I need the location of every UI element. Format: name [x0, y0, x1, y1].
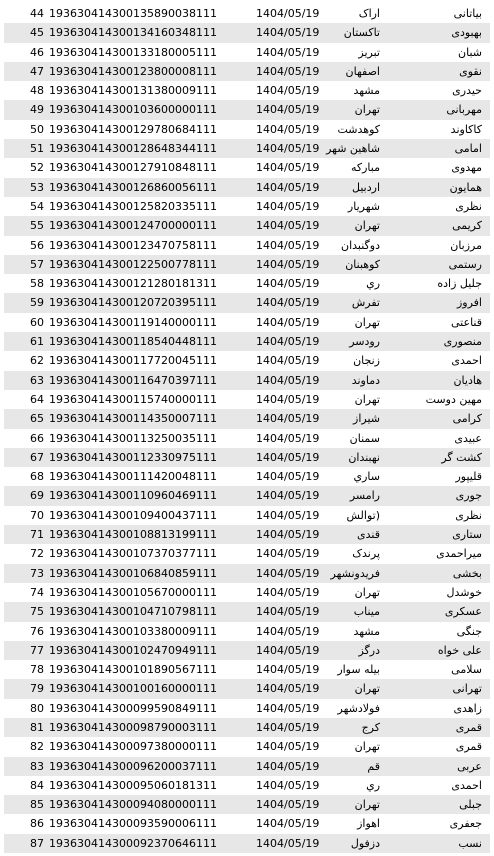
date: 1404/05/19	[256, 219, 320, 233]
tracking-code: 193630414300126860056111	[49, 180, 217, 194]
table-row	[4, 795, 490, 814]
date: 1404/05/19	[256, 142, 320, 156]
table-row	[4, 467, 490, 486]
city: درگز	[358, 643, 380, 657]
tracking-code: 193630414300110960469111	[49, 489, 217, 503]
date: 1404/05/19	[256, 663, 320, 677]
city: سمنان	[349, 431, 380, 445]
row-number: 63	[30, 373, 44, 387]
row-number: 51	[30, 142, 44, 156]
tracking-code: 193630414300128648344111	[49, 142, 217, 156]
date: 1404/05/19	[256, 354, 320, 368]
date: 1404/05/19	[256, 489, 320, 503]
row-number: 85	[30, 798, 44, 812]
city: مشهد	[353, 624, 380, 638]
date: 1404/05/19	[256, 701, 320, 715]
city: اصفهان	[345, 64, 380, 78]
row-number: 84	[30, 778, 44, 792]
city: رامسر	[349, 489, 380, 503]
row-number: 49	[30, 103, 44, 117]
last-name: علی خواه	[437, 643, 482, 657]
row-number: 82	[30, 740, 44, 754]
row-number: 58	[30, 277, 44, 291]
table-row	[4, 834, 490, 853]
table-row	[4, 429, 490, 448]
table-row	[4, 448, 490, 467]
tracking-code: 193630414300109400437111	[49, 508, 217, 522]
date: 1404/05/19	[256, 798, 320, 812]
last-name: بیاتانی	[453, 7, 482, 20]
date: 1404/05/19	[256, 817, 320, 831]
row-number: 76	[30, 624, 44, 638]
row-number: 86	[30, 817, 44, 831]
last-name: نظری	[455, 199, 482, 213]
row-number: 78	[30, 663, 44, 677]
last-name: عبیدی	[454, 431, 482, 445]
tracking-code: 193630414300119140000111	[49, 315, 217, 329]
tracking-code: 193630414300108813199111	[49, 528, 217, 542]
table-row	[4, 506, 490, 525]
row-number: 75	[30, 605, 44, 619]
table-row	[4, 178, 490, 197]
city: تبریز	[358, 45, 380, 59]
last-name: قمری	[455, 740, 482, 754]
row-number: 87	[30, 836, 44, 850]
city: مشهد	[353, 84, 380, 98]
table-row	[4, 255, 490, 274]
date: 1404/05/19	[256, 392, 320, 406]
tracking-code: 193630414300092370646111	[49, 836, 217, 850]
city: تهران	[354, 585, 380, 599]
last-name: جعفری	[449, 817, 482, 831]
last-name: خوشدل	[446, 585, 482, 599]
last-name: جبلی	[459, 798, 482, 812]
row-number: 61	[30, 335, 44, 349]
last-name: همایون	[449, 180, 482, 194]
tracking-code: 193630414300093590006111	[49, 817, 217, 831]
last-name: عسکری	[444, 605, 482, 619]
tracking-code: 193630414300123470758111	[49, 238, 217, 252]
tracking-code: 193630414300104710798111	[49, 605, 217, 619]
date: 1404/05/19	[256, 335, 320, 349]
city: بیله سوار	[337, 663, 380, 677]
date: 1404/05/19	[256, 778, 320, 792]
city: شاهین شهر	[326, 142, 380, 156]
table-row	[4, 718, 490, 737]
row-number: 66	[30, 431, 44, 445]
table-row	[4, 120, 490, 139]
date: 1404/05/19	[256, 103, 320, 117]
date: 1404/05/19	[256, 412, 320, 426]
table-row	[4, 814, 490, 833]
city: دوگنبدان	[341, 238, 380, 252]
date: 1404/05/19	[256, 296, 320, 310]
row-number: 59	[30, 296, 44, 310]
last-name: امامی	[454, 142, 482, 156]
table-row	[4, 699, 490, 718]
city: تهران	[354, 682, 380, 696]
tracking-code: 193630414300099590849111	[49, 701, 217, 715]
city: تهران	[354, 740, 380, 754]
tracking-code: 193630414300135890038111	[49, 7, 217, 20]
row-number: 68	[30, 470, 44, 484]
date: 1404/05/19	[256, 720, 320, 734]
row-number: 73	[30, 566, 44, 580]
row-number: 62	[30, 354, 44, 368]
last-name: نقوی	[459, 64, 482, 78]
table-row	[4, 4, 490, 23]
city: (توالش	[346, 508, 380, 522]
row-number: 79	[30, 682, 44, 696]
city: کوهبنان	[345, 257, 380, 271]
date: 1404/05/19	[256, 836, 320, 850]
tracking-code: 193630414300112330975111	[49, 450, 217, 464]
row-number: 52	[30, 161, 44, 175]
last-name: هادیان	[453, 373, 482, 387]
date: 1404/05/19	[256, 199, 320, 213]
city: فولادشهر	[337, 701, 380, 715]
row-number: 72	[30, 547, 44, 561]
tracking-code: 193630414300131380009111	[49, 84, 217, 98]
row-number: 83	[30, 759, 44, 773]
tracking-code: 193630414300124700000111	[49, 219, 217, 233]
row-number: 45	[30, 26, 44, 40]
row-number: 77	[30, 643, 44, 657]
last-name: کشت گر	[441, 450, 482, 464]
table-row	[4, 43, 490, 62]
last-name: شبان	[458, 45, 482, 59]
date: 1404/05/19	[256, 64, 320, 78]
last-name: احمدی	[451, 778, 482, 792]
date: 1404/05/19	[256, 315, 320, 329]
tracking-code: 193630414300117720045111	[49, 354, 217, 368]
row-number: 64	[30, 392, 44, 406]
date: 1404/05/19	[256, 740, 320, 754]
table-row	[4, 641, 490, 660]
city: فریدونشهر	[330, 566, 380, 580]
tracking-code: 193630414300129780684111	[49, 122, 217, 136]
city: پرندک	[352, 547, 380, 561]
last-name: جوری	[455, 489, 482, 503]
last-name: نظری	[455, 508, 482, 522]
last-name: نسب	[458, 836, 482, 850]
row-number: 54	[30, 199, 44, 213]
city: ساري	[353, 470, 380, 484]
tracking-code: 193630414300102470949111	[49, 643, 217, 657]
last-name: رستمی	[448, 257, 482, 271]
row-number: 70	[30, 508, 44, 522]
date: 1404/05/19	[256, 431, 320, 445]
table-row	[4, 81, 490, 100]
row-number: 46	[30, 45, 44, 59]
table-row	[4, 390, 490, 409]
last-name: مرزبان	[450, 238, 482, 252]
tracking-code: 193630414300127910848111	[49, 161, 217, 175]
date: 1404/05/19	[256, 624, 320, 638]
table-row	[4, 409, 490, 428]
date: 1404/05/19	[256, 238, 320, 252]
date: 1404/05/19	[256, 84, 320, 98]
city: تهران	[354, 392, 380, 406]
date: 1404/05/19	[256, 528, 320, 542]
table-row	[4, 525, 490, 544]
city: ري	[366, 277, 380, 291]
last-name: عربی	[457, 759, 482, 773]
row-number: 67	[30, 450, 44, 464]
last-name: کریمی	[452, 219, 482, 233]
table-row	[4, 274, 490, 293]
last-name: میراحمدی	[436, 547, 482, 561]
row-number: 48	[30, 84, 44, 98]
table-row	[4, 757, 490, 776]
last-name: جلیل زاده	[437, 277, 482, 291]
tracking-code: 193630414300121280181311	[49, 277, 217, 291]
tracking-code: 193630414300116470397111	[49, 373, 217, 387]
table-row	[4, 776, 490, 795]
date: 1404/05/19	[256, 7, 320, 20]
tracking-code: 193630414300103380009111	[49, 624, 217, 638]
city: اردبیل	[352, 180, 380, 194]
row-number: 74	[30, 585, 44, 599]
table-row	[4, 660, 490, 679]
date: 1404/05/19	[256, 122, 320, 136]
tracking-code: 193630414300101890567111	[49, 663, 217, 677]
date: 1404/05/19	[256, 257, 320, 271]
table-row	[4, 197, 490, 216]
tracking-code: 193630414300118540448111	[49, 335, 217, 349]
city: رودسر	[349, 335, 380, 349]
city: قندی	[357, 528, 380, 542]
date: 1404/05/19	[256, 759, 320, 773]
last-name: سلامی	[451, 663, 482, 677]
last-name: قمری	[455, 720, 482, 734]
tracking-code: 193630414300105670000111	[49, 585, 217, 599]
tracking-code: 193630414300111420048111	[49, 470, 217, 484]
tracking-code: 193630414300095060181311	[49, 778, 217, 792]
table-row	[4, 100, 490, 119]
city: دزفول	[350, 836, 380, 850]
row-number: 55	[30, 219, 44, 233]
date: 1404/05/19	[256, 45, 320, 59]
last-name: کرامی	[452, 412, 482, 426]
tracking-code: 193630414300094080000111	[49, 798, 217, 812]
table-row	[4, 139, 490, 158]
table-row	[4, 313, 490, 332]
tracking-code: 193630414300096200037111	[49, 759, 217, 773]
city: دماوند	[351, 373, 380, 387]
date: 1404/05/19	[256, 277, 320, 291]
last-name: منصوری	[443, 335, 482, 349]
tracking-code: 193630414300115740000111	[49, 392, 217, 406]
date: 1404/05/19	[256, 566, 320, 580]
last-name: تهرانی	[452, 682, 482, 696]
row-number: 71	[30, 528, 44, 542]
row-number: 53	[30, 180, 44, 194]
city: میناب	[353, 605, 380, 619]
row-number: 65	[30, 412, 44, 426]
city: تفرش	[351, 296, 380, 310]
table-row	[4, 486, 490, 505]
date: 1404/05/19	[256, 682, 320, 696]
row-number: 69	[30, 489, 44, 503]
last-name: جنگی	[456, 624, 482, 638]
row-number: 60	[30, 315, 44, 329]
last-name: قلیپور	[455, 470, 482, 484]
row-number: 56	[30, 238, 44, 252]
table-row	[4, 679, 490, 698]
date: 1404/05/19	[256, 547, 320, 561]
row-number: 47	[30, 64, 44, 78]
date: 1404/05/19	[256, 180, 320, 194]
tracking-code: 193630414300125820335111	[49, 199, 217, 213]
date: 1404/05/19	[256, 585, 320, 599]
table-row	[4, 293, 490, 312]
city: کرج	[361, 720, 380, 734]
last-name: افروز	[456, 296, 482, 310]
table-row	[4, 371, 490, 390]
date: 1404/05/19	[256, 508, 320, 522]
last-name: مهدوی	[451, 161, 482, 175]
tracking-code: 193630414300103600000111	[49, 103, 217, 117]
last-name: مهین دوست	[425, 392, 482, 406]
tracking-code: 193630414300106840859111	[49, 566, 217, 580]
table-row	[4, 564, 490, 583]
table-row	[4, 602, 490, 621]
last-name: کاکاوند	[450, 122, 482, 136]
tracking-code: 193630414300122500778111	[49, 257, 217, 271]
city: اراک	[358, 7, 380, 20]
last-name: زاهدی	[453, 701, 482, 715]
city: مبارکه	[350, 161, 380, 175]
city: کوهدشت	[337, 122, 380, 136]
date: 1404/05/19	[256, 26, 320, 40]
city: تهران	[354, 798, 380, 812]
row-number: 50	[30, 122, 44, 136]
table-row	[4, 351, 490, 370]
last-name: بهبودی	[451, 26, 482, 40]
city: قم	[367, 759, 380, 773]
last-name: بخشی	[452, 566, 482, 580]
table-row	[4, 583, 490, 602]
city: تهران	[354, 103, 380, 117]
tracking-code: 193630414300114350007111	[49, 412, 217, 426]
city: تهران	[354, 219, 380, 233]
row-number: 80	[30, 701, 44, 715]
tracking-code: 193630414300100160000111	[49, 682, 217, 696]
table-row	[4, 23, 490, 42]
table-row	[4, 216, 490, 235]
date: 1404/05/19	[256, 643, 320, 657]
row-number: 57	[30, 257, 44, 271]
date: 1404/05/19	[256, 161, 320, 175]
table-row	[4, 544, 490, 563]
records-table	[4, 4, 490, 853]
date: 1404/05/19	[256, 373, 320, 387]
last-name: قناعتی	[451, 315, 482, 329]
city: تهران	[354, 315, 380, 329]
tracking-code: 193630414300097380000111	[49, 740, 217, 754]
city: ري	[366, 778, 380, 792]
table-row	[4, 737, 490, 756]
tracking-code: 193630414300113250035111	[49, 431, 217, 445]
tracking-code: 193630414300107370377111	[49, 547, 217, 561]
row-number: 81	[30, 720, 44, 734]
last-name: مهربانی	[446, 103, 482, 117]
date: 1404/05/19	[256, 450, 320, 464]
table-row	[4, 622, 490, 641]
last-name: حیدری	[452, 84, 482, 98]
tracking-code: 193630414300133180005111	[49, 45, 217, 59]
city: نهبندان	[348, 450, 380, 464]
tracking-code: 193630414300134160348111	[49, 26, 217, 40]
tracking-code: 193630414300123800008111	[49, 64, 217, 78]
city: شیراز	[353, 412, 380, 426]
table-row	[4, 62, 490, 81]
table-row	[4, 158, 490, 177]
last-name: ستاری	[452, 528, 482, 542]
tracking-code: 193630414300120720395111	[49, 296, 217, 310]
tracking-code: 193630414300098790003111	[49, 720, 217, 734]
city: تاکستان	[343, 26, 380, 40]
table-row	[4, 332, 490, 351]
table-row	[4, 236, 490, 255]
city: زنجان	[353, 354, 380, 368]
row-number: 44	[30, 7, 44, 20]
last-name: احمدی	[451, 354, 482, 368]
city: شهریار	[347, 199, 380, 213]
city: اهواز	[357, 817, 380, 831]
date: 1404/05/19	[256, 470, 320, 484]
date: 1404/05/19	[256, 605, 320, 619]
